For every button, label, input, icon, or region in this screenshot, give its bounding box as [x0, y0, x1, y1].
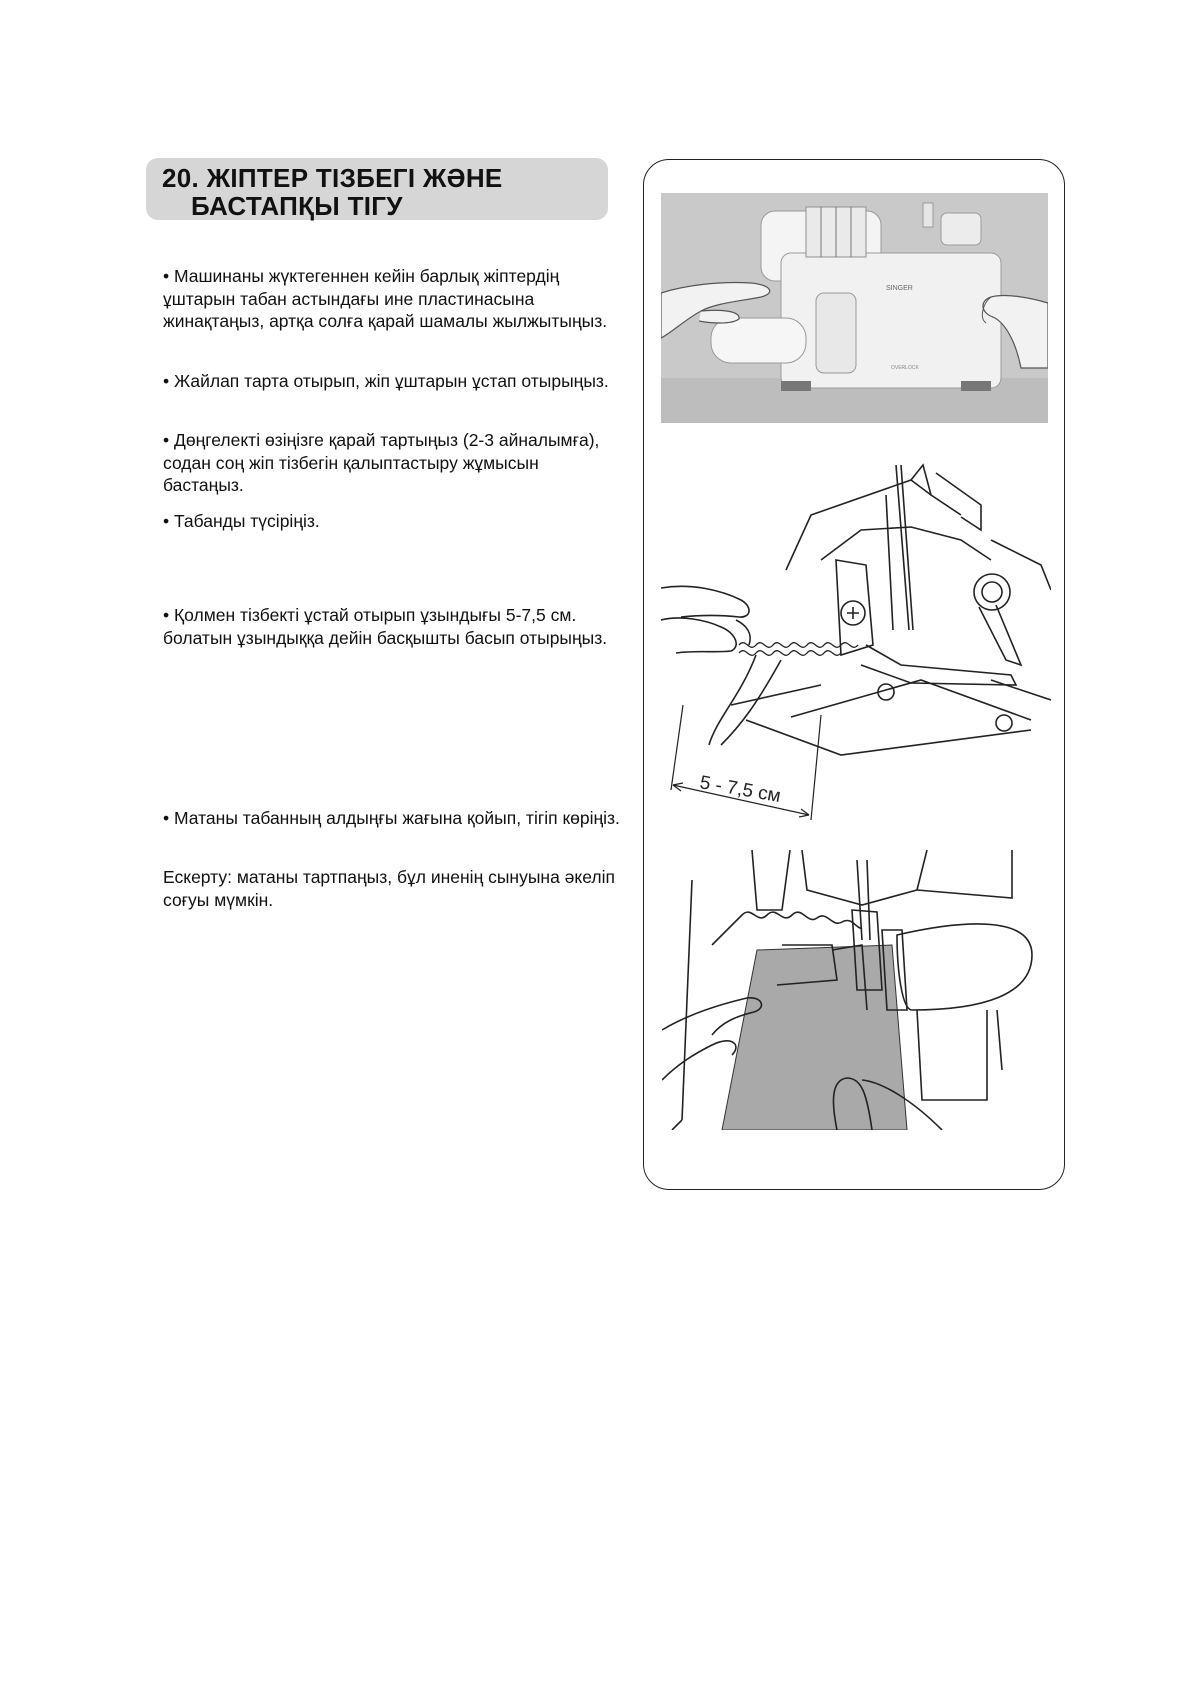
figure-test-sewing	[662, 850, 1052, 1130]
figure-thread-chain	[661, 455, 1051, 830]
figure-machine-photo	[661, 193, 1048, 423]
instruction-lower-foot: • Табанды түсіріңіз.	[163, 511, 320, 531]
instruction-hold-thread-ends: • Жайлап тарта отырып, жіп ұштарын ұстап отырыңыз.	[163, 371, 609, 391]
instruction-press-pedal: • Қолмен тізбекті ұстай отырып ұзындығы 5-7,5 см. болатын ұзындыққа дейін басқышты басып отырыңыз.	[163, 605, 608, 648]
machine-brand-label: SINGER	[886, 285, 913, 292]
instruction-gather-threads: • Машинаны жүктегеннен кейін барлық жіптердің ұштарын табан астындағы ине пластинасына жинақтаңыз, артқа солға қарай шамалы жылжытыңыз.	[163, 266, 608, 331]
section-title-line1: 20. ЖІПТЕР ТІЗБЕГІ ЖӘНЕ	[162, 163, 503, 193]
machine-model-label: OVERLOCK	[891, 365, 919, 371]
instruction-place-fabric: • Матаны табанның алдыңғы жағына қойып, тігіп көріңіз.	[163, 808, 620, 828]
instruction-note-warning: Ескерту: матаны тартпаңыз, бұл иненің сынуына әкеліп соғуы мүмкін.	[163, 867, 615, 910]
section-title-line2: БАСТАПҚЫ ТІГУ	[191, 191, 403, 221]
instruction-turn-handwheel: • Дөңгелекті өзіңізге қарай тартыңыз (2-3 айналымға), содан соң жіп тізбегін қалыптастыру жұмысын бастаңыз.	[163, 430, 600, 495]
chain-length-label: 5 - 7,5 см	[698, 772, 783, 808]
